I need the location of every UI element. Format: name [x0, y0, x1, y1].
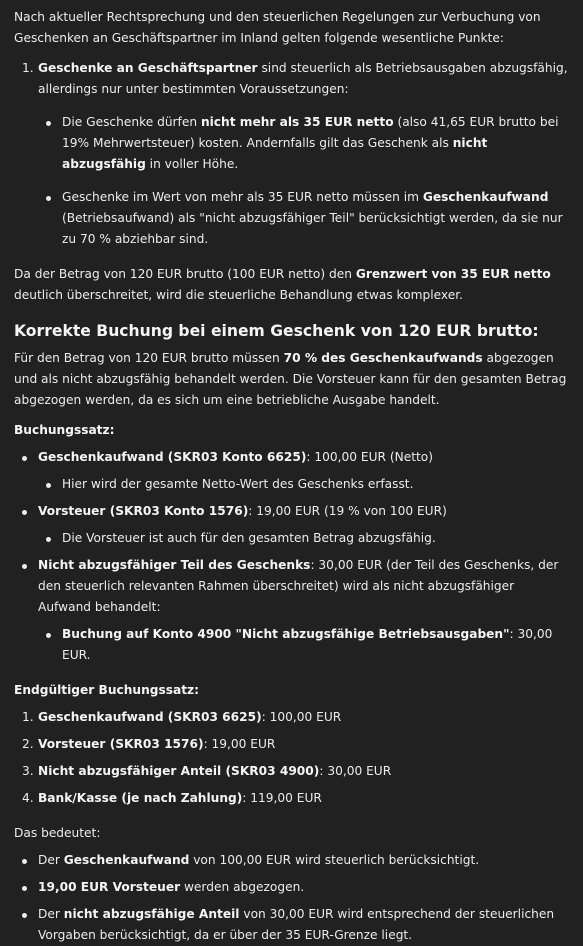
- list-number: 2.: [22, 737, 34, 751]
- text: in voller Höhe.: [145, 157, 239, 171]
- bold-text: nicht mehr als 35 EUR netto: [200, 115, 394, 129]
- buchungssatz-label: Buchungssatz:: [14, 423, 115, 437]
- bold-text: Vorsteuer (SKR03 Konto 1576): [38, 504, 249, 518]
- list-item: [14, 447, 569, 495]
- paragraph-buchung: [14, 348, 569, 411]
- text: Die Vorsteuer ist auch für den gesamten Betrag abzugsfähig.: [62, 531, 436, 545]
- list-item: [14, 850, 569, 871]
- bedeutet-label: Das bedeutet:: [14, 826, 101, 840]
- bullet-icon: [22, 510, 27, 515]
- text: Die Geschenke dürfen: [62, 115, 201, 129]
- text: (Betriebsaufwand) als "nicht abzugsfähiger Teil" berücksichtigt werden, da sie nur zu 70 % abziehbar sind.: [62, 211, 563, 246]
- text: deutlich überschreitet, wird die steuerliche Behandlung etwas komplexer.: [14, 288, 464, 302]
- text: Hier wird der gesamte Netto-Wert des Geschenks erfasst.: [62, 477, 414, 491]
- endgueltig-list: [14, 707, 569, 809]
- text: von 30,00 EUR wird entsprechend der steuerlichen Vorgaben berücksichtigt, da er über der 35 EUR-Grenze liegt.: [38, 907, 555, 942]
- text: von 100,00 EUR wird steuerlich berücksichtigt.: [189, 853, 480, 867]
- list-number: 3.: [22, 764, 34, 778]
- numbered-list-rules: [14, 58, 569, 250]
- bedeutet-list: [14, 850, 569, 946]
- bullet-icon: [46, 483, 51, 488]
- sub-bullet-list: [38, 624, 569, 666]
- text: (also 41,65 EUR brutto bei 19% Mehrwertsteuer) kosten. Andernfalls gilt das Geschenk als: [62, 115, 559, 150]
- text: Da der Betrag von 120 EUR brutto (100 EUR netto) den: [14, 267, 356, 281]
- bullet-icon: [22, 859, 27, 864]
- list-item: [14, 734, 569, 755]
- list-item: [14, 707, 569, 728]
- bullet-icon: [46, 196, 51, 201]
- bullet-icon: [46, 537, 51, 542]
- bold-text: Nicht abzugsfähiger Anteil (SKR03 4900): [38, 764, 320, 778]
- intro-paragraph: Nach aktueller Rechtsprechung und den steuerlichen Regelungen zur Verbuchung von Geschenken an Geschäftspartner im Inland gelten folgende wesentliche Punkte:: [14, 10, 541, 45]
- text: : 19,00 EUR: [203, 737, 276, 751]
- list-item: [14, 58, 569, 250]
- sub-bullet-list: [38, 528, 569, 549]
- sub-bullet-list: [38, 474, 569, 495]
- text: : 100,00 EUR (Netto): [306, 450, 434, 464]
- list-item: [14, 555, 569, 666]
- bold-text: Buchung auf Konto 4900 "Nicht abzugsfähige Betriebsausgaben": [62, 627, 510, 641]
- list-item: [14, 501, 569, 549]
- bold-text: nicht abzugsfähige Anteil: [63, 907, 240, 921]
- text: Der: [38, 853, 64, 867]
- bullet-icon: [22, 886, 27, 891]
- bold-text: Geschenkaufwand (SKR03 Konto 6625): [38, 450, 307, 464]
- buchungssatz-list: [14, 447, 569, 666]
- text: werden abgezogen.: [180, 880, 305, 894]
- text: : 100,00 EUR: [261, 710, 342, 724]
- list-number: 4.: [22, 791, 34, 805]
- bold-text: Geschenke an Geschäftspartner: [38, 61, 258, 75]
- text: sind steuerlich als Betriebsausgaben abzugsfähig, allerdings nur unter bestimmten Voraussetzungen:: [38, 61, 568, 96]
- bullet-icon: [46, 633, 51, 638]
- list-item: [14, 761, 569, 782]
- bullet-icon: [22, 456, 27, 461]
- text: : 30,00 EUR: [319, 764, 392, 778]
- paragraph-grenzwert: [14, 264, 569, 306]
- bold-text: Geschenkaufwand: [63, 853, 190, 867]
- text: Geschenke im Wert von mehr als 35 EUR netto müssen im: [62, 190, 423, 204]
- text: : 19,00 EUR (19 % von 100 EUR): [248, 504, 447, 518]
- list-item: [38, 528, 569, 549]
- bold-text: Grenzwert von 35 EUR netto: [355, 267, 551, 281]
- list-number: 1.: [22, 710, 34, 724]
- bold-text: Geschenkaufwand (SKR03 6625): [38, 710, 262, 724]
- list-item: [38, 474, 569, 495]
- text: : 30,00 EUR (der Teil des Geschenks, der den steuerlich relevanten Rahmen überschreitet) wird als nicht abzugsfähiger Aufwand behandelt:: [38, 558, 559, 614]
- text: abgezogen und als nicht abzugsfähig behandelt werden. Die Vorsteuer kann für den gesamten Betrag abgezogen werden, da es sich um eine betriebliche Ausgabe handelt.: [14, 351, 567, 407]
- bold-text: 70 % des Geschenkaufwands: [283, 351, 483, 365]
- bullet-icon: [22, 564, 27, 569]
- bold-text: Bank/Kasse (je nach Zahlung): [38, 791, 243, 805]
- list-item: [38, 112, 569, 175]
- bold-text: 19,00 EUR Vorsteuer: [38, 880, 181, 894]
- bold-text: Nicht abzugsfähiger Teil des Geschenks: [38, 558, 311, 572]
- bullet-icon: [46, 121, 51, 126]
- text: : 30,00 EUR.: [62, 627, 553, 662]
- text: : 119,00 EUR: [242, 791, 322, 805]
- bullet-list: [38, 112, 569, 250]
- list-item: [14, 788, 569, 809]
- list-item: [14, 904, 569, 946]
- text: Für den Betrag von 120 EUR brutto müssen: [14, 351, 284, 365]
- list-item: [38, 187, 569, 250]
- bold-text: Geschenkaufwand: [422, 190, 549, 204]
- section-heading: Korrekte Buchung bei einem Geschenk von 120 EUR brutto:: [14, 322, 539, 340]
- list-item: [14, 877, 569, 898]
- bold-text: nicht abzugsfähig: [62, 136, 488, 171]
- list-item: [38, 624, 569, 666]
- bullet-icon: [22, 913, 27, 918]
- bold-text: Vorsteuer (SKR03 1576): [38, 737, 204, 751]
- text: Der: [38, 907, 64, 921]
- endgueltig-label: Endgültiger Buchungssatz:: [14, 683, 200, 697]
- list-number: 1.: [22, 61, 34, 75]
